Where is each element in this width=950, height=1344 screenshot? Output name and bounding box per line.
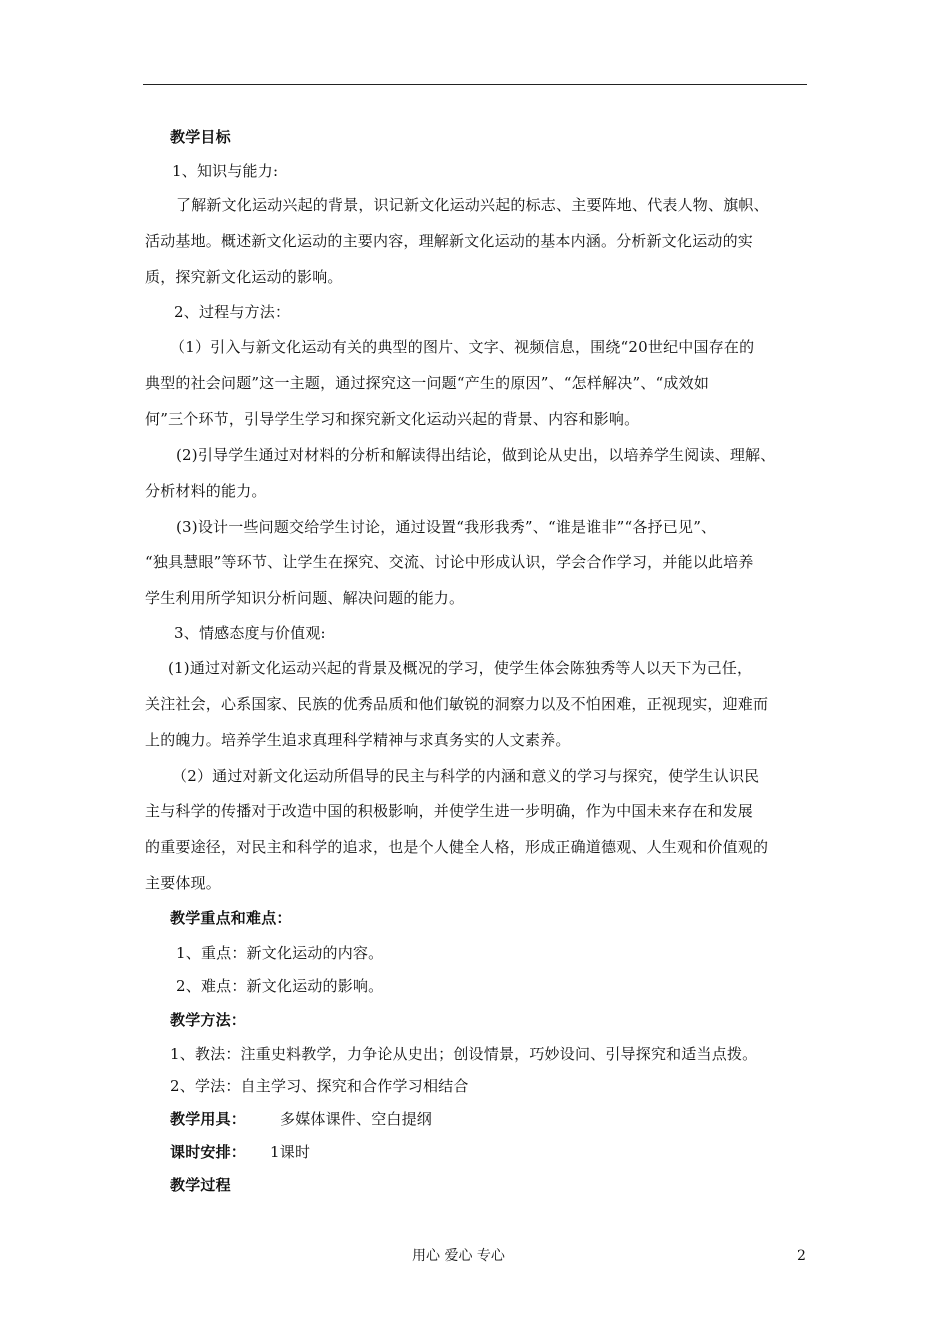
paragraph-line: (3)设计一些问题交给学生讨论，通过设置“我形我秀”、“谁是谁非”“各抒已见”、 [176, 518, 717, 536]
paragraph-line: 典型的社会问题”这一主题，通过探究这一问题“产生的原因”、“怎样解决”、“成效如 [145, 374, 710, 392]
paragraph-line: （1）引入与新文化运动有关的典型的图片、文字、视频信息，围绕“20世纪中国存在的 [170, 338, 755, 356]
goal2-heading: 2、过程与方法： [174, 303, 291, 321]
paragraph-line: (2)引导学生通过对材料的分析和解读得出结论，做到论从史出，以培养学生阅读、理解、 [176, 446, 776, 464]
section-heading-key-points: 教学重点和难点： [170, 909, 292, 927]
section-heading-teaching-process: 教学过程 [170, 1176, 231, 1194]
section-heading-methods: 教学方法： [170, 1011, 247, 1029]
paragraph-line: 的重要途径，对民主和科学的追求，也是个人健全人格，形成正确道德观、人生观和价值观的 [145, 838, 769, 856]
paragraph-line: 何”三个环节，引导学生学习和探究新文化运动兴起的背景、内容和影响。 [145, 410, 640, 428]
paragraph-line: 活动基地。概述新文化运动的主要内容，理解新文化运动的基本内涵。分析新文化运动的实 [145, 232, 754, 250]
teaching-method-item: 1、教法：注重史料教学，力争论从史出；创设情景，巧妙设问、引导探究和适当点拨。 [170, 1045, 758, 1063]
goal3-heading: 3、情感态度与价值观: [174, 624, 326, 642]
paragraph-line: 质，探究新文化运动的影响。 [145, 268, 343, 286]
tools-value: 多媒体课件、空白提纲 [280, 1110, 433, 1128]
header-rule [143, 84, 807, 85]
paragraph-line: （2）通过对新文化运动所倡导的民主与科学的内涵和意义的学习与探究，使学生认识民 [172, 767, 760, 785]
schedule-value: 1课时 [270, 1143, 311, 1161]
paragraph-line: 学生利用所学知识分析问题、解决问题的能力。 [145, 589, 465, 607]
paragraph-line: 了解新文化运动兴起的背景，识记新文化运动兴起的标志、主要阵地、代表人物、旗帜、 [176, 196, 769, 214]
page-number: 2 [797, 1248, 806, 1264]
footer-slogan: 用心 爱心 专心 [412, 1248, 505, 1264]
paragraph-line: 主要体现。 [145, 874, 222, 892]
goal1-heading: 1、知识与能力: [172, 162, 279, 180]
section-heading-teaching-goals: 教学目标 [170, 128, 231, 146]
schedule-label: 课时安排： [170, 1143, 247, 1161]
paragraph-line: 主与科学的传播对于改造中国的积极影响，并使学生进一步明确，作为中国未来存在和发展 [145, 802, 754, 820]
tools-label: 教学用具： [170, 1110, 247, 1128]
difficult-point-item: 2、难点：新文化运动的影响。 [176, 977, 384, 995]
key-point-item: 1、重点：新文化运动的内容。 [176, 944, 384, 962]
paragraph-line: (1)通过对新文化运动兴起的背景及概况的学习，使学生体会陈独秀等人以天下为己任， [168, 659, 753, 677]
paragraph-line: 分析材料的能力。 [145, 482, 267, 500]
paragraph-line: 上的魄力。培养学生追求真理科学精神与求真务实的人文素养。 [145, 731, 571, 749]
learning-method-item: 2、学法：自主学习、探究和合作学习相结合 [170, 1077, 469, 1095]
paragraph-line: “独具慧眼”等环节、让学生在探究、交流、讨论中形成认识，学会合作学习，并能以此培养 [145, 553, 754, 571]
paragraph-line: 关注社会，心系国家、民族的优秀品质和他们敏锐的洞察力以及不怕困难，正视现实，迎难而 [145, 695, 769, 713]
